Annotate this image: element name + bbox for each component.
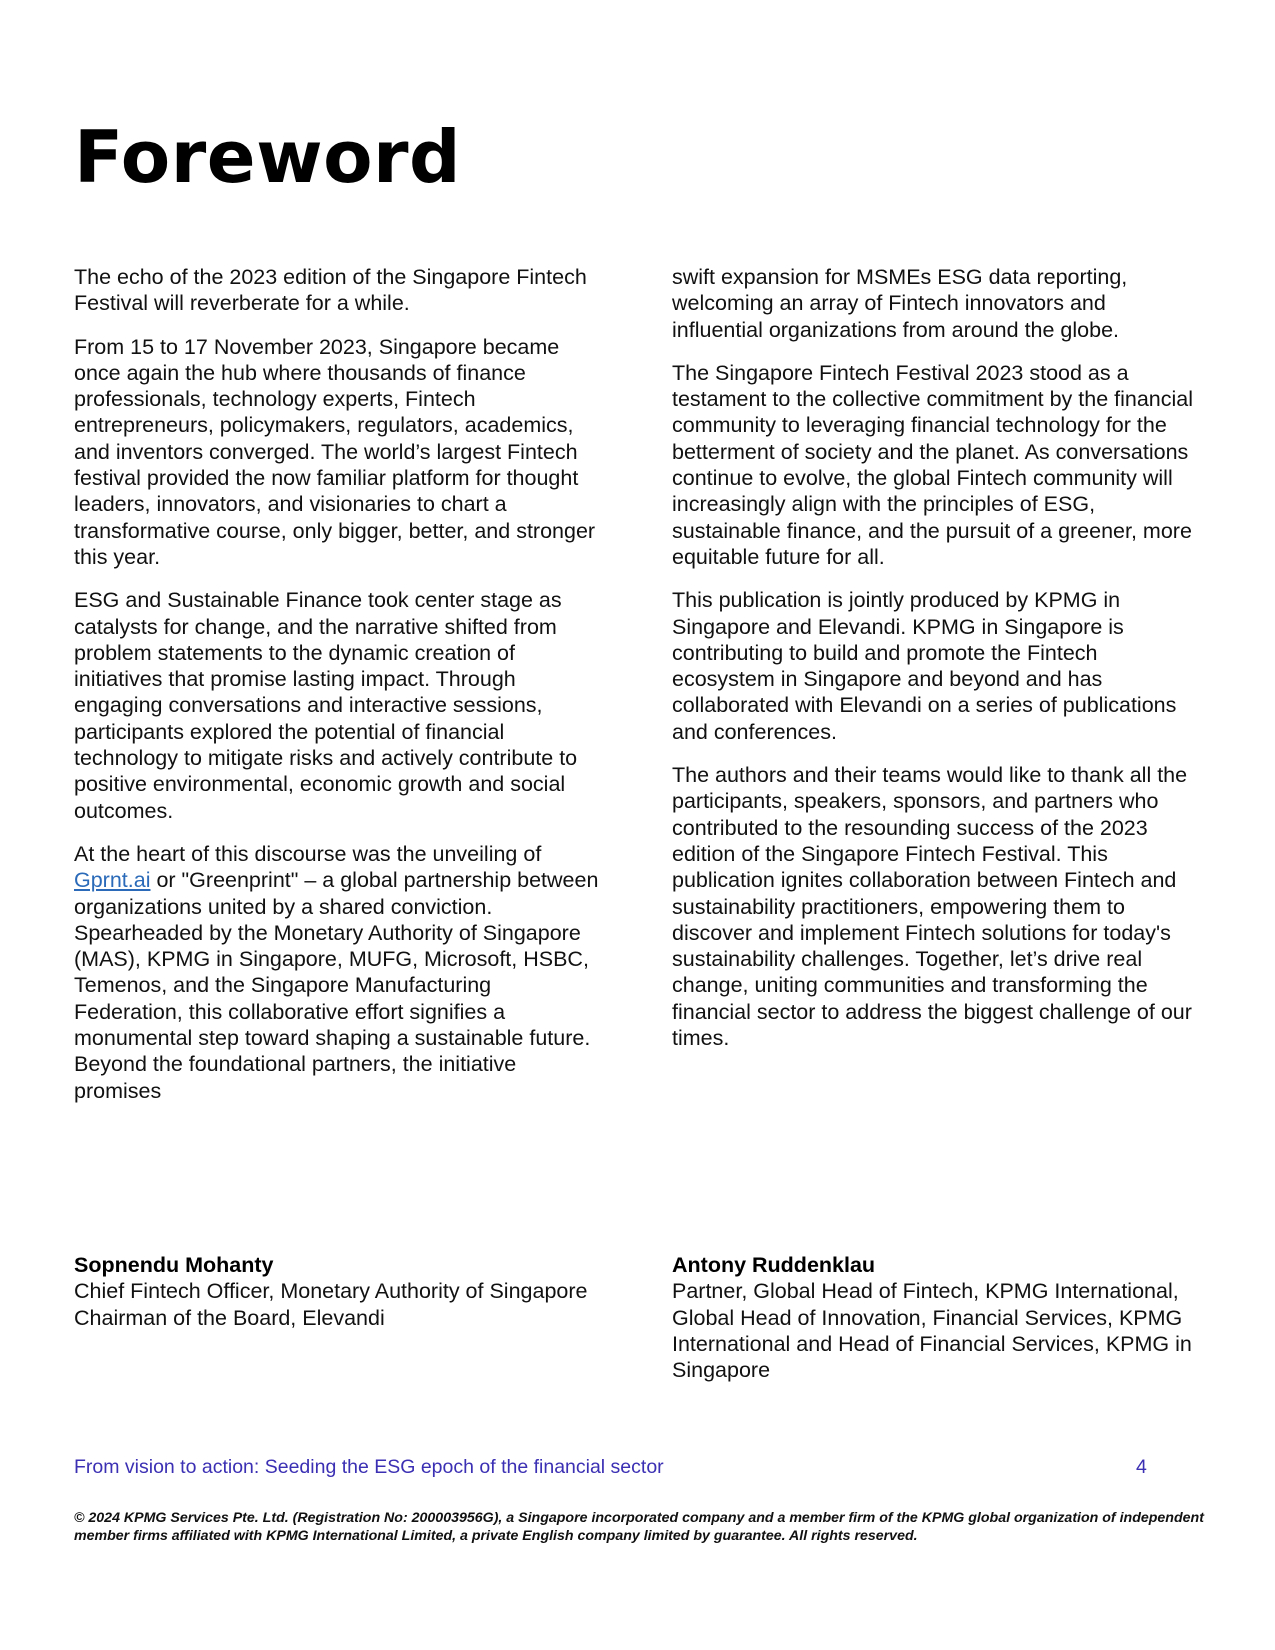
paragraph: ESG and Sustainable Finance took center stage as catalysts for change, and the narrative shifted from problem statements to the dynamic creation of initiatives that promise lasting impact. Through engaging conversations and interactive sessions, participants explored the potential of financial technology to mitigate risks and actively contribute to positive environmental, economic growth and social outcomes.	[74, 588, 578, 823]
paragraph: The authors and their teams would like to thank all the participants, speakers, sponsors, and partners who contributed to the resounding success of the 2023 edition of the Singapore Fintech Festival. This publication ignites collaboration between Fintech and sustainability practitioners, empowering them to discover and implement Fintech solutions for today's sustainability challenges. Together, let’s drive real change, uniting communities and transforming the financial sector to address the biggest challenge of our times.	[672, 763, 1192, 1051]
gprnt-link[interactable]: Gprnt.ai	[74, 868, 151, 893]
paragraph: From 15 to 17 November 2023, Singapore became once again the hub where thousands of finance professionals, technology experts, Fintech entrepreneurs, policymakers, regulators, academics, and inventors converged. The world’s largest Fintech festival provided the now familiar platform for thought leaders, innovators, and visionaries to chart a transformative course, only bigger, better, and stronger this year.	[74, 334, 596, 569]
paragraph	[74, 841, 604, 1104]
page-number: 4	[1136, 1456, 1147, 1478]
paragraph-text: At the heart of this discourse was the unveiling of	[74, 841, 542, 866]
paragraph: The Singapore Fintech Festival 2023 stood as a testament to the collective commitment by the financial community to leveraging financial technology for the betterment of society and the planet. As conversations continue to evolve, the global Fintech community will increasingly align with the principles of ESG, sustainable finance, and the pursuit of a greener, more equitable future for all.	[672, 360, 1194, 569]
paragraph: swift expansion for MSMEs ESG data reporting, welcoming an array of Fintech innovators and influential organizations from around the globe.	[672, 265, 1128, 342]
footer-title: From vision to action: Seeding the ESG epoch of the financial sector	[74, 1456, 664, 1478]
signatory-role: Partner, Global Head of Fintech, KPMG International, Global Head of Innovation, Financial Services, KPMG International and Head of Financial Services, KPMG in Singapore	[672, 1279, 1192, 1383]
paragraph-text: or "Greenprint" – a global partnership between organizations united by a shared conviction. Spearheaded by the Monetary Authority of Singapore (MAS), KPMG in Singapore, MUFG, Microsoft, HSBC, Temenos, and the Singapore Manufacturing Federation, this collaborative effort signifies a monumental step toward shaping a sustainable future. Beyond the foundational partners, the initiative promises	[74, 868, 599, 1103]
left-column	[74, 264, 604, 1121]
paragraph: The echo of the 2023 edition of the Singapore Fintech Festival will reverberate for a while.	[74, 265, 587, 316]
signature-right	[672, 1252, 1192, 1383]
signatory-name: Sopnendu Mohanty	[74, 1253, 274, 1277]
signatory-role: Chairman of the Board, Elevandi	[74, 1305, 385, 1330]
signatory-role: Chief Fintech Officer, Monetary Authority of Singapore	[74, 1279, 588, 1304]
page-title: Foreword	[74, 115, 462, 199]
signatory-name: Antony Ruddenklau	[672, 1253, 876, 1277]
right-column	[672, 264, 1202, 1068]
paragraph: This publication is jointly produced by KPMG in Singapore and Elevandi. KPMG in Singapore is contributing to build and promote the Fintech ecosystem in Singapore and beyond and has collaborated with Elevandi on a series of publications and conferences.	[672, 588, 1177, 744]
signature-left	[74, 1252, 594, 1331]
copyright-notice: © 2024 KPMG Services Pte. Ltd. (Registration No: 200003956G), a Singapore incorporated company and a member firm of the KPMG global organization of independent member firms affiliated with KPMG International Limited, a private English company limited by guarantee. All rights reserved.	[74, 1510, 1204, 1544]
